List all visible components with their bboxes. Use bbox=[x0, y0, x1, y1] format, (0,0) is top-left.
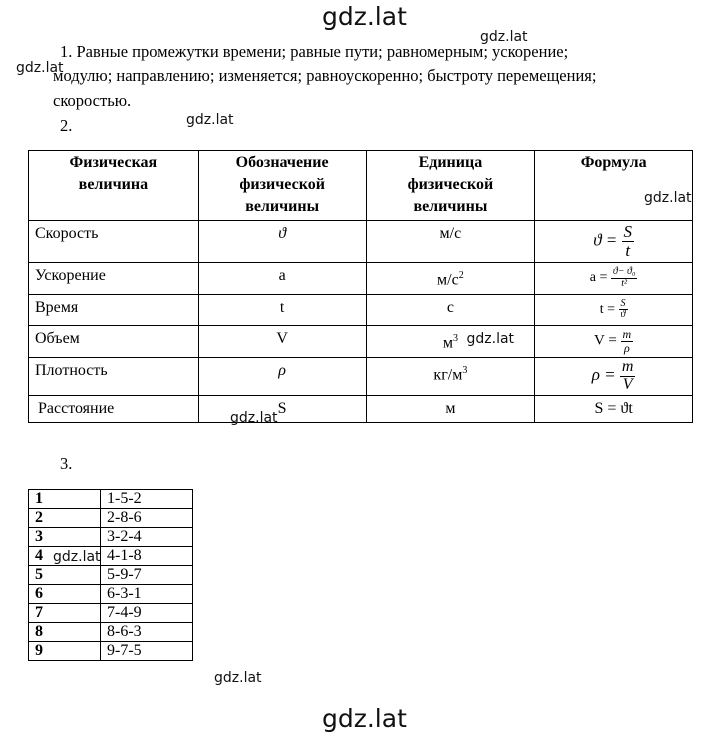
physics-quantities-table bbox=[28, 150, 693, 423]
task1-line3: скоростью. bbox=[53, 91, 132, 110]
table-row: 7 7-4-9 bbox=[29, 604, 193, 623]
task1-line2: модулю; направлению; изменяется; равноускоренно; быстроту перемещения; bbox=[53, 66, 597, 85]
formula-time: t = $\frac{S}{ϑ}$ bbox=[535, 295, 693, 326]
quantity-cell: Расстояние bbox=[29, 396, 199, 423]
watermark: gdz.lat bbox=[214, 670, 262, 686]
watermark-top: gdz.lat bbox=[322, 2, 407, 31]
table-row: 9 9-7-5 bbox=[29, 642, 193, 661]
table-row bbox=[29, 326, 693, 358]
formula-velocity: ϑ = $\frac{S}{t}$ bbox=[535, 221, 693, 263]
quantity-cell: Объем bbox=[29, 326, 199, 358]
watermark: gdz.lat bbox=[480, 29, 528, 45]
formula-volume: V = $\frac{m}{\rho}$ bbox=[535, 326, 693, 358]
symbol-cell: ρ bbox=[198, 358, 366, 396]
header-quantity: Физическая величина bbox=[29, 151, 199, 221]
watermark: gdz.lat bbox=[186, 112, 234, 128]
table-row bbox=[29, 263, 693, 295]
watermark-bottom: gdz.lat bbox=[322, 704, 407, 733]
symbol-cell: a bbox=[198, 263, 366, 295]
quantity-cell: Скорость bbox=[29, 221, 199, 263]
table-row bbox=[29, 295, 693, 326]
quantity-cell: Плотность bbox=[29, 358, 199, 396]
table-row: 6 6-3-1 bbox=[29, 585, 193, 604]
watermark: gdz.lat bbox=[230, 410, 278, 426]
table-row bbox=[29, 396, 693, 423]
watermark: gdz.lat bbox=[466, 331, 515, 347]
formula-density: ρ = $\frac{m}{V}$ bbox=[535, 358, 693, 396]
symbol-cell: V bbox=[198, 326, 366, 358]
table-row bbox=[29, 358, 693, 396]
unit-cell: $м^3$ gdz.lat bbox=[366, 326, 535, 358]
table-row: 2 2-8-6 bbox=[29, 509, 193, 528]
quantity-cell: Время bbox=[29, 295, 199, 326]
unit-cell: $кг/м^3$ bbox=[366, 358, 535, 396]
task2-label: 2. bbox=[60, 116, 73, 135]
unit-cell: м bbox=[366, 396, 535, 423]
table-row: 8 8-6-3 bbox=[29, 623, 193, 642]
header-symbol: Обозначение физической величины bbox=[198, 151, 366, 221]
header-unit: Единица физической величины bbox=[366, 151, 535, 221]
watermark: gdz.lat bbox=[53, 549, 101, 565]
header-formula: Формула bbox=[535, 151, 693, 221]
table-header-row bbox=[29, 151, 693, 221]
unit-cell: $м/с^2$ bbox=[366, 263, 535, 295]
symbol-cell: ϑ bbox=[198, 221, 366, 263]
table-row: 5 5-9-7 bbox=[29, 566, 193, 585]
table-row: 1 1-5-2 bbox=[29, 490, 193, 509]
formula-distance: S = ϑt bbox=[535, 396, 693, 423]
answers-table bbox=[28, 489, 193, 661]
quantity-cell: Ускорение bbox=[29, 263, 199, 295]
symbol-cell: t bbox=[198, 295, 366, 326]
unit-cell: м/с bbox=[366, 221, 535, 263]
formula-acceleration: a = $\frac{\text{ϑ− ϑ₀}}{\text{t²}}$ bbox=[535, 263, 693, 295]
symbol-cell: S bbox=[198, 396, 366, 423]
unit-cell: с bbox=[366, 295, 535, 326]
watermark: gdz.lat bbox=[16, 60, 64, 76]
watermark: gdz.lat bbox=[644, 190, 692, 206]
table-row bbox=[29, 221, 693, 263]
table-row: 4 gdz.lat 4-1-8 bbox=[29, 547, 193, 566]
task1-line1: 1. Равные промежутки времени; равные пути; равномерным; ускорение; bbox=[60, 42, 569, 61]
table-row: 3 3-2-4 bbox=[29, 528, 193, 547]
task3-label: 3. bbox=[60, 454, 73, 473]
